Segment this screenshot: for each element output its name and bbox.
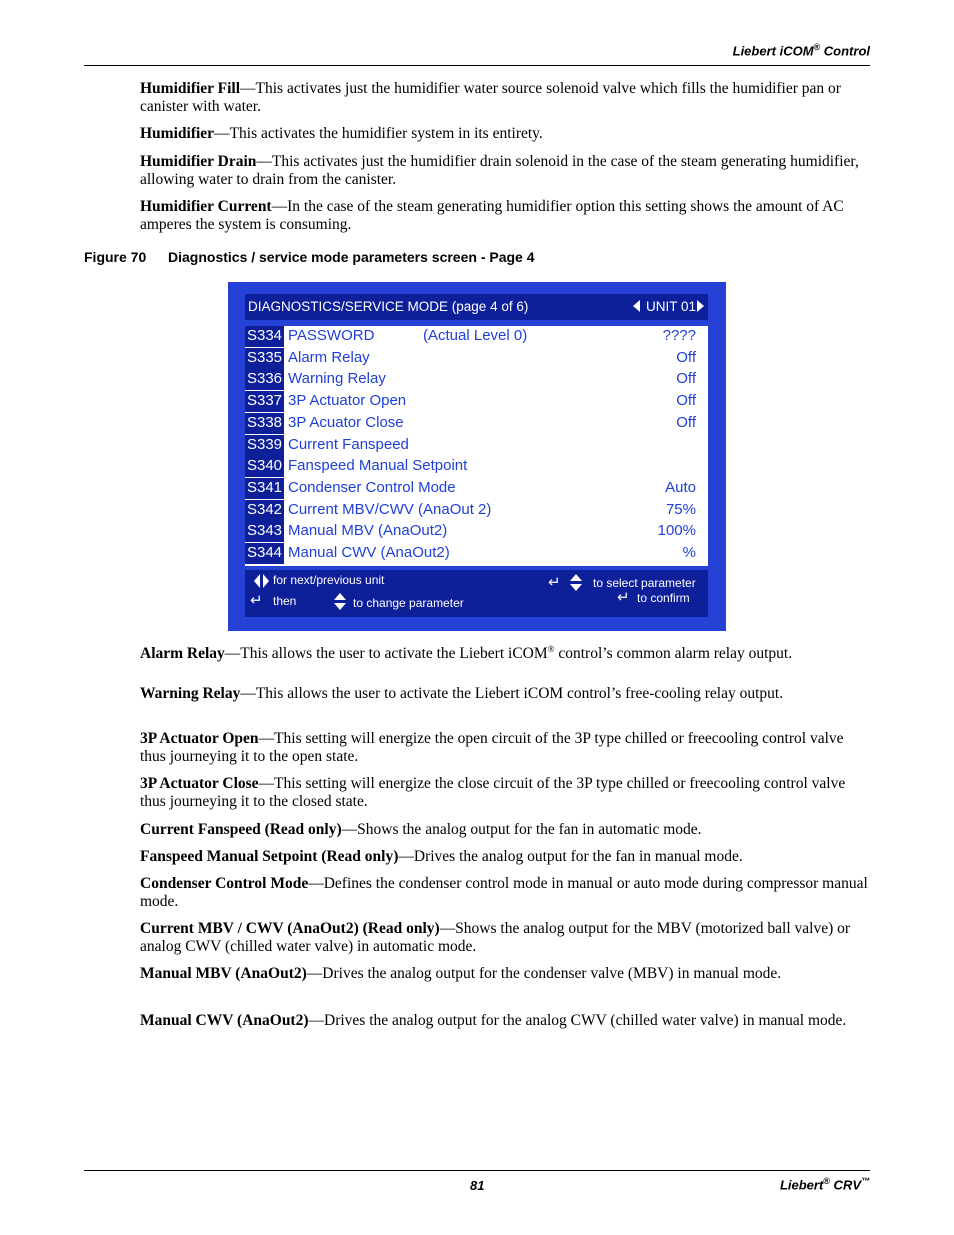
arrow-right-icon (697, 300, 704, 312)
parameter-label: Current Fanspeed (288, 435, 409, 453)
description-paragraph: Manual CWV (AnaOut2)—Drives the analog output for the analog CWV (chilled water valve) in manual mode. (140, 1012, 847, 1029)
parameter-label: Manual MBV (AnaOut2) (288, 522, 448, 540)
footer-brand: Liebert® CRV™ (779, 1176, 870, 1193)
intro-paragraph: Humidifier—This activates the humidifier system in its entirety. (140, 125, 543, 142)
description-paragraph: Current Fanspeed (Read only)—Shows the analog output for the fan in automatic mode. (140, 821, 702, 838)
parameter-code: S342 (245, 500, 284, 521)
diagnostics-screen (228, 282, 726, 631)
parameter-code: S344 (245, 543, 284, 564)
page-header (84, 40, 870, 66)
hint-then: then (273, 594, 297, 608)
parameter-value: Off (676, 392, 696, 410)
parameter-value: 100% (657, 522, 696, 540)
parameter-label: 3P Acuator Close (288, 413, 404, 431)
hint-change: to change parameter (353, 596, 464, 610)
arrow-left-icon (633, 300, 640, 312)
parameter-row[interactable] (245, 348, 708, 370)
parameter-value: % (682, 544, 696, 561)
figure-caption: Figure 70 Diagnostics / service mode parameters screen - Page 4 (84, 249, 535, 265)
parameter-label: Alarm Relay (288, 348, 370, 366)
parameter-code: S343 (245, 521, 284, 542)
parameter-row[interactable] (245, 478, 708, 500)
parameter-label: Fanspeed Manual Setpoint (288, 457, 468, 475)
screen-title: DIAGNOSTICS/SERVICE MODE (page 4 of 6) (248, 299, 529, 314)
description-paragraph: Manual MBV (AnaOut2)—Drives the analog output for the condenser valve (MBV) in manual mode. (140, 965, 782, 982)
parameter-code: S340 (245, 456, 284, 477)
parameter-code: S341 (245, 478, 284, 499)
page-footer (84, 1170, 870, 1193)
parameter-row[interactable] (245, 413, 708, 435)
page-number: 81 (470, 1178, 485, 1193)
description-paragraph: Fanspeed Manual Setpoint (Read only)—Drives the analog output for the fan in manual mode. (140, 848, 743, 865)
parameter-label: Manual CWV (AnaOut2) (288, 544, 450, 561)
hint-confirm: to confirm (637, 591, 690, 605)
header-title: Liebert iCOM® Control (732, 42, 870, 59)
description-paragraph: Current MBV / CWV (AnaOut2) (Read only)—Shows the analog output for the MBV (motorized ball valve) or analog CWV (chilled water valve) in automatic mode. (140, 920, 851, 955)
parameter-row[interactable] (245, 456, 708, 478)
up-down-arrows-icon (570, 574, 582, 592)
hint-select: to select parameter (593, 576, 696, 590)
parameter-code: S337 (245, 391, 284, 412)
parameter-label: 3P Actuator Open (288, 392, 407, 410)
enter-icon: ↵ (250, 592, 263, 609)
parameter-label: Current MBV/CWV (AnaOut 2) (288, 500, 492, 518)
parameter-row[interactable] (245, 326, 708, 348)
parameter-code: S338 (245, 413, 284, 434)
description-paragraph: Warning Relay—This allows the user to activate the Liebert iCOM control’s free-cooling relay output. (140, 685, 784, 702)
parameter-code: S335 (245, 348, 284, 369)
parameter-value: Auto (665, 478, 696, 496)
parameter-value: Off (676, 413, 696, 431)
intro-paragraph: Humidifier Drain—This activates just the humidifier drain solenoid in the case of the steam generating humidifier, allowing water to drain from the canister. (140, 153, 859, 188)
enter-icon: ↵ (548, 574, 561, 591)
intro-paragraph: Humidifier Fill—This activates just the humidifier water source solenoid valve which fills the humidifier pan or canister with water. (140, 80, 841, 115)
description-paragraph: Alarm Relay—This allows the user to activate the Liebert iCOM® control’s common alarm relay output. (140, 644, 793, 663)
screen-footer (245, 570, 708, 617)
parameter-value: Off (676, 348, 696, 366)
parameter-row[interactable] (245, 521, 708, 543)
parameter-value: ???? (662, 327, 696, 344)
parameter-label: Condenser Control Mode (288, 478, 456, 496)
parameter-value: 75% (665, 500, 696, 518)
up-down-arrows-icon (334, 593, 346, 611)
parameter-row[interactable] (245, 369, 708, 391)
unit-selector[interactable]: UNIT 01 (633, 299, 704, 314)
description-paragraph: 3P Actuator Open—This setting will energize the open circuit of the 3P type chilled or freecooling control valve thus journeying it to the open state. (140, 730, 844, 765)
description-paragraph: 3P Actuator Close—This setting will energize the close circuit of the 3P type chilled or freecooling control valve thus journeying it to the closed state. (140, 775, 846, 810)
parameter-code: S339 (245, 435, 284, 456)
parameter-code: S336 (245, 369, 284, 390)
hint-next-unit: for next/previous unit (273, 573, 385, 587)
description-paragraph: Condenser Control Mode—Defines the condenser control mode in manual or auto mode during compressor manual mode. (140, 875, 868, 910)
parameter-value: Off (676, 370, 696, 388)
parameter-label: PASSWORD (288, 327, 375, 344)
intro-paragraph: Humidifier Current—In the case of the steam generating humidifier option this setting shows the amount of AC amperes the system is consuming. (140, 198, 844, 233)
screen-header (245, 294, 708, 320)
parameter-row[interactable] (245, 435, 708, 457)
parameter-label: Warning Relay (288, 370, 386, 388)
parameter-row[interactable] (245, 500, 708, 522)
parameter-row[interactable] (245, 391, 708, 413)
enter-icon: ↵ (617, 589, 630, 606)
parameter-code: S334 (245, 326, 284, 347)
parameter-extra: (Actual Level 0) (423, 327, 528, 344)
left-right-arrows-icon (254, 574, 270, 588)
parameter-list (245, 326, 708, 566)
parameter-row[interactable] (245, 543, 708, 565)
